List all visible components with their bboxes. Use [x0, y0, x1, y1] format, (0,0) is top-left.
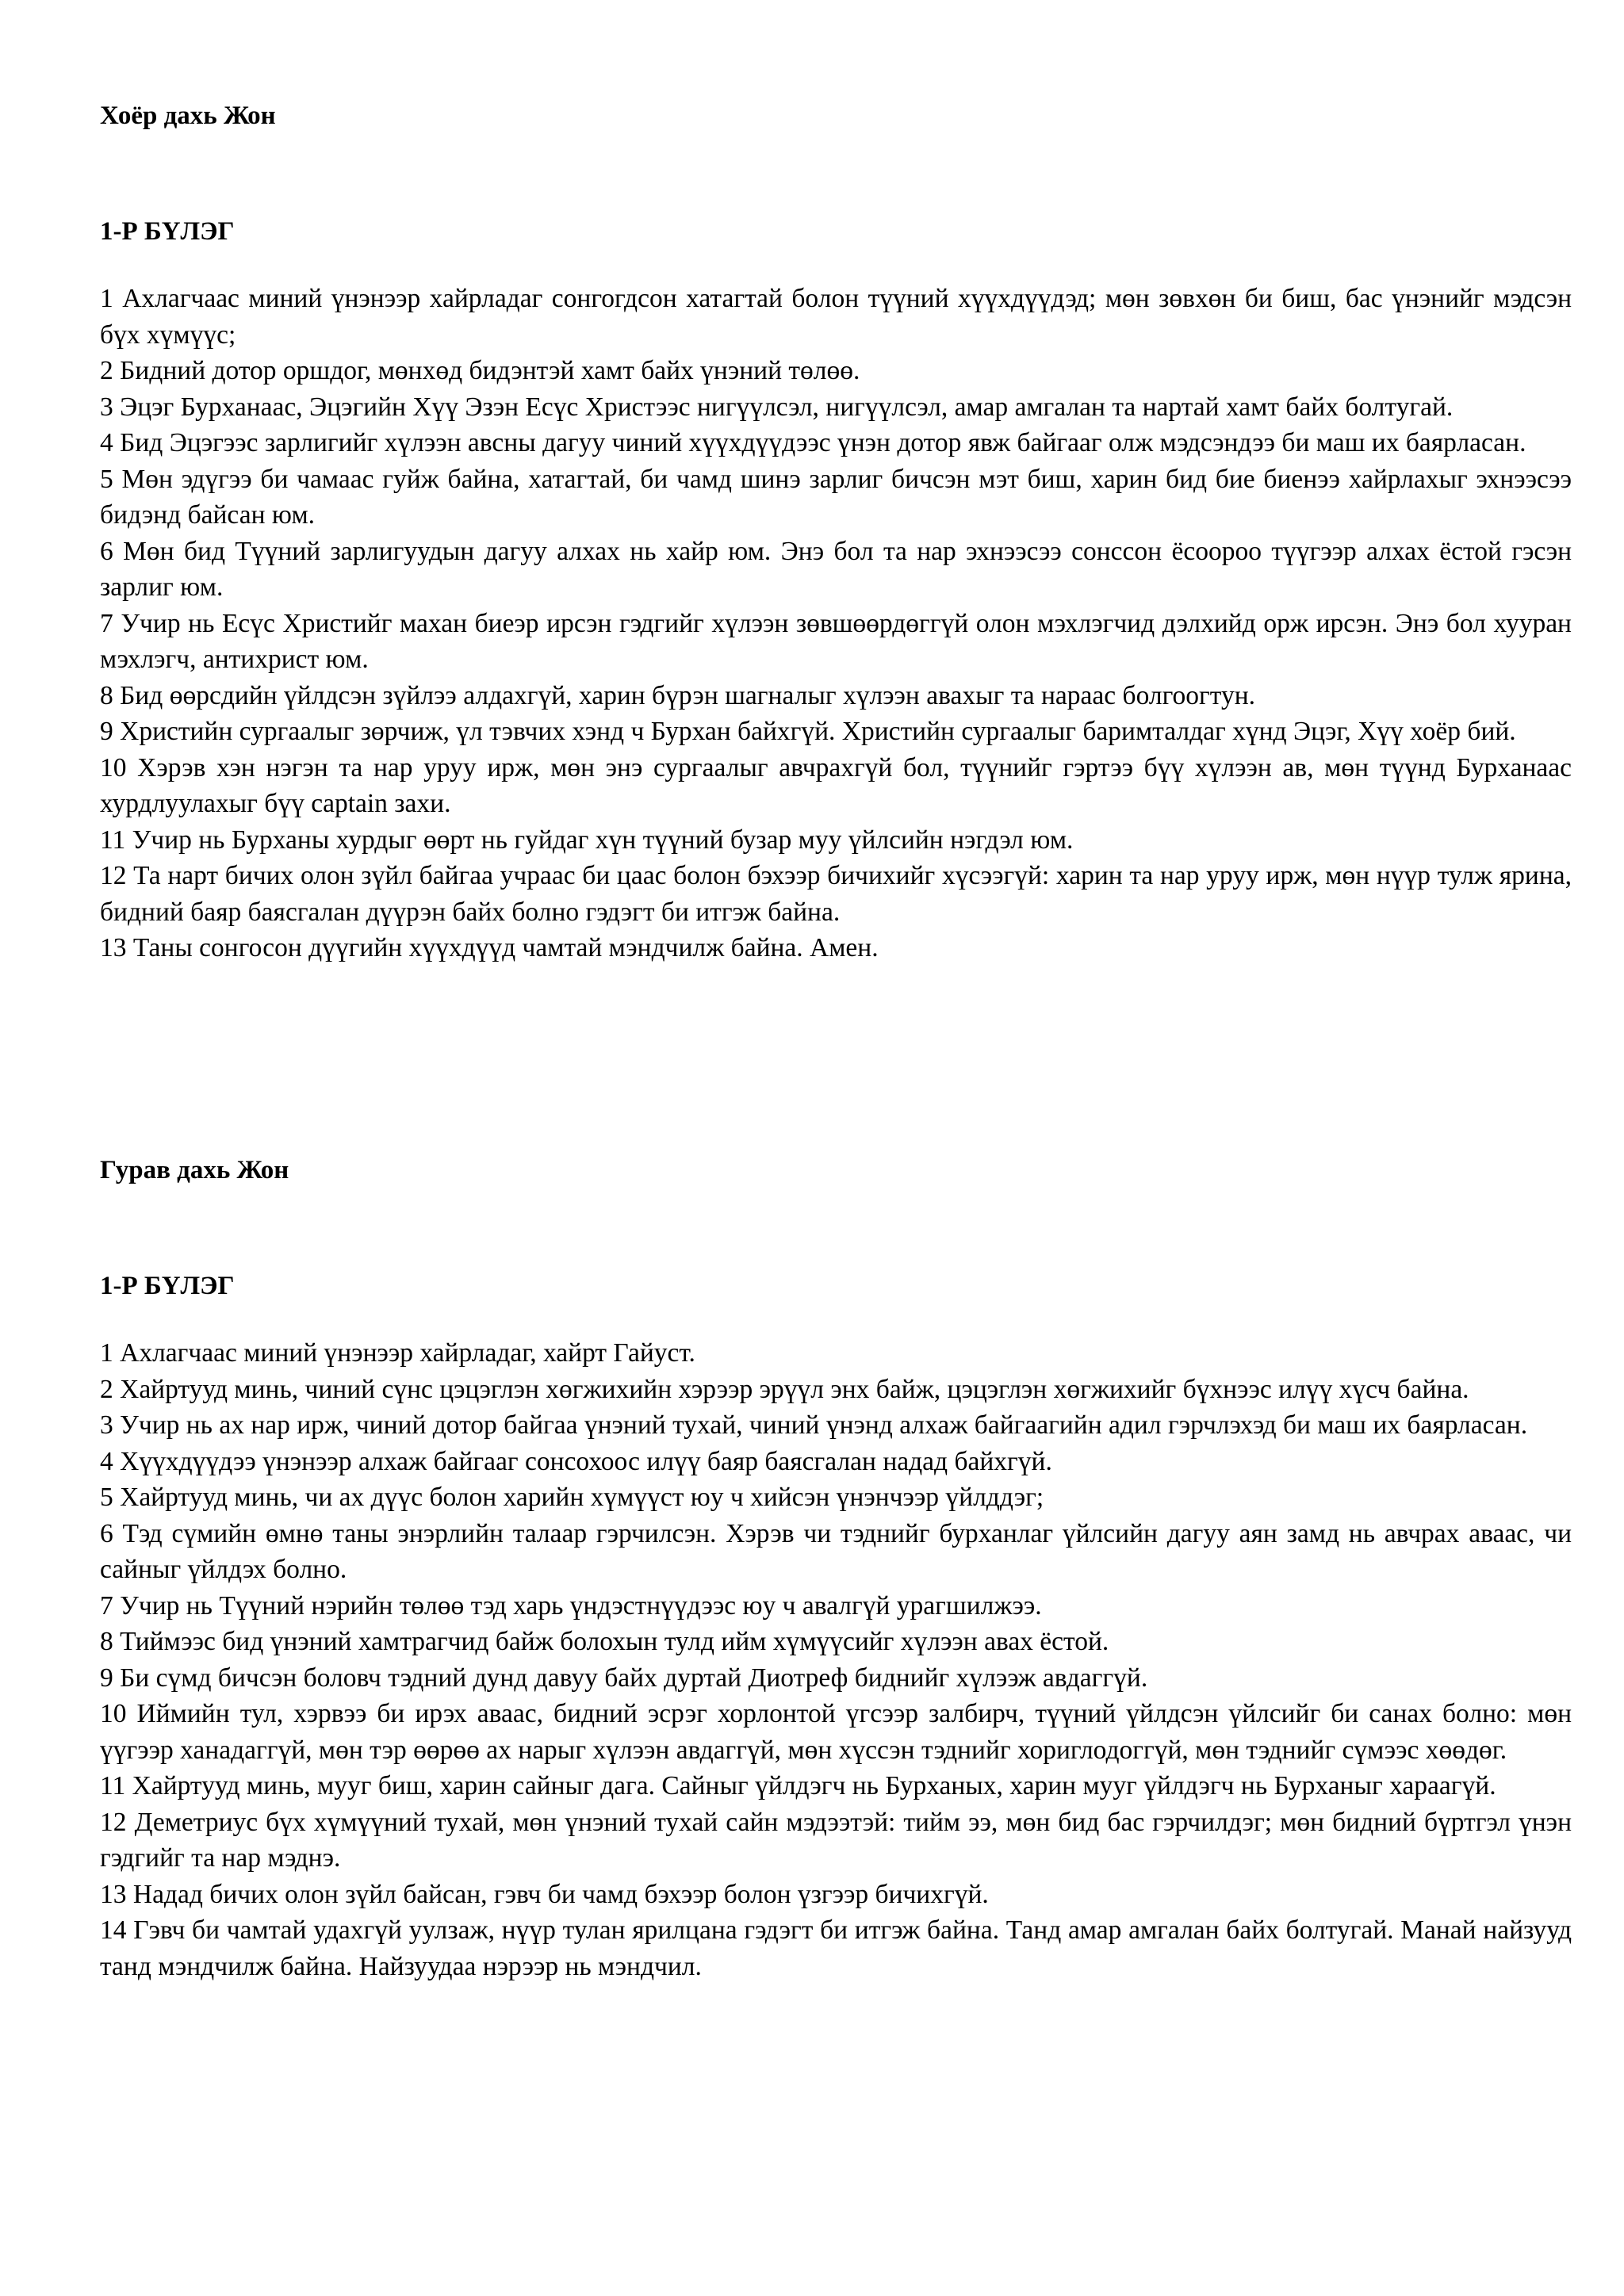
verse: 9 Би сүмд бичсэн боловч тэдний дунд давуу байх дуртай Диотреф биднийг хүлээж авдаггүй.	[100, 1663, 1148, 1693]
verse: 3 Учир нь ах нар ирж, чиний дотор байгаа үнэний тухай, чиний үнэнд алхаж байгаагийн адил гэрчлэхэд би маш их баярласан.	[100, 1410, 1528, 1440]
verse: 8 Тиймээс бид үнэний хамтрагчид байж болохын тулд ийм хүмүүсийг хүлээн авах ёстой.	[100, 1627, 1109, 1656]
verse: 6 Тэд сүмийн өмнө таны энэрлийн талаар гэрчилсэн. Хэрэв чи тэднийг бурханлаг үйлсийн дагуу аян замд нь авчрах аваас, чи сайныг үйлдэх болно.	[100, 1518, 1572, 1584]
book-title: Гурав дахь Жон	[100, 1156, 289, 1184]
verse: 10 Иймийн тул, хэрвээ би ирэх аваас, бидний эсрэг хорлонтой үгсээр залбирч, түүний үйлдсэн үйлсийг би санах болно: мөн үүгээр ханадаггүй, мөн тэр өөрөө ах нарыг хүлээн авдаггүй, мөн хүссэн тэднийг хориглодоггүй, мөн тэднийг сүмээс хөөдөг.	[100, 1699, 1572, 1765]
verse: 1 Ахлагчаас миний үнэнээр хайрладаг, хайрт Гайуст.	[100, 1338, 695, 1368]
verse: 7 Учир нь Есүс Христийг махан биеэр ирсэн гэдгийг хүлээн зөвшөөрдөггүй олон мэхлэгчид дэлхийд орж ирсэн. Энэ бол хууран мэхлэгч, антихрист юм.	[100, 608, 1572, 674]
verse-list	[100, 281, 1572, 966]
verse: 9 Христийн сургаалыг зөрчиж, үл тэвчих хэнд ч Бурхан байхгүй. Христийн сургаалыг баримталдаг хүнд Эцэг, Хүү хоёр бий.	[100, 717, 1516, 746]
verse: 8 Бид өөрсдийн үйлдсэн зүйлээ алдахгүй, харин бүрэн шагналыг хүлээн авахыг та нараас болгоогтун.	[100, 680, 1256, 710]
verse: 7 Учир нь Түүний нэрийн төлөө тэд харь үндэстнүүдээс юу ч авалгүй урагшилжээ.	[100, 1590, 1042, 1621]
verse: 6 Мөн бид Түүний зарлигуудын дагуу алхах нь хайр юм. Энэ бол та нар эхнээсээ сонссон ёсоороо түүгээр алхах ёстой гэсэн зарлиг юм.	[100, 536, 1572, 602]
verse: 3 Эцэг Бурханаас, Эцэгийн Хүү Эзэн Есүс Христээс нигүүлсэл, нигүүлсэл, амар амгалан та нартай хамт байх болтугай.	[100, 392, 1454, 422]
verse: 11 Хайртууд минь, мууг биш, харин сайныг дага. Сайныг үйлдэгч нь Бурханых, харин мууг үйлдэгч нь Бурханыг хараагүй.	[100, 1771, 1496, 1800]
verse: 12 Та нарт бичих олон зүйл байгаа учраас би цаас болон бэхээр бичихийг хүсээгүй: харин та нар уруу ирж, мөн нүүр тулж ярина, бидний баяр баясгалан дүүрэн байх болно гэдэгт би итгэж байна.	[100, 861, 1572, 927]
verse: 2 Хайртууд минь, чиний сүнс цэцэглэн хөгжихийн хэрээр эрүүл энх байж, цэцэглэн хөгжихийг бүхнээс илүү хүсч байна.	[100, 1374, 1469, 1404]
verse: 14 Гэвч би чамтай удахгүй уулзаж, нүүр тулан ярилцана гэдэгт би итгэж байна. Танд амар амгалан байх болтугай. Манай найзууд танд мэндчилж байна. Найзуудаа нэрээр нь мэндчил.	[100, 1915, 1572, 1981]
verse: 13 Надад бичих олон зүйл байсан, гэвч би чамд бэхээр болон үзгээр бичихгүй.	[100, 1879, 989, 1909]
verse: 10 Хэрэв хэн нэгэн та нар уруу ирж, мөн энэ сургаалыг авчрахгүй бол, түүнийг гэртээ бүү хүлээн ав, мөн түүнд Бурханаас хурдлуулахыг бүү captain захи.	[100, 752, 1572, 818]
verse: 4 Бид Эцэгээс зарлигийг хүлээн авсны дагуу чиний хүүхдүүдээс үнэн дотор явж байгааг олж мэдсэндээ би маш их баярласан.	[100, 428, 1526, 457]
verse: 4 Хүүхдүүдээ үнэнээр алхаж байгааг сонсохоос илүү баяр баясгалан надад байхгүй.	[100, 1446, 1052, 1476]
verse-list	[100, 1335, 1572, 1984]
chapter-title: 1-Р БҮЛЭГ	[100, 217, 235, 246]
verse: 5 Хайртууд минь, чи ах дүүс болон харийн хүмүүст юу ч хийсэн үнэнчээр үйлддэг;	[100, 1483, 1044, 1512]
verse: 13 Таны сонгосон дүүгийн хүүхдүүд чамтай мэндчилж байна. Амен.	[100, 933, 879, 962]
verse: 12 Деметриус бүх хүмүүний тухай, мөн үнэний тухай сайн мэдээтэй: тийм ээ, мөн бид бас гэрчилдэг; мөн бидний бүртгэл үнэн гэдгийг та нар мэднэ.	[100, 1807, 1572, 1873]
verse: 11 Учир нь Бурханы хурдыг өөрт нь гуйдаг хүн түүний бузар муу үйлсийн нэгдэл юм.	[100, 825, 1074, 855]
verse: 5 Мөн эдүгээ би чамаас гуйж байна, хатагтай, би чамд шинэ зарлиг бичсэн мэт биш, харин бид бие биенээ хайрлахыг эхнээсээ бидэнд байсан юм.	[100, 464, 1572, 530]
verse: 2 Бидний дотор оршдог, мөнхөд бидэнтэй хамт байх үнэний төлөө.	[100, 356, 860, 385]
book-title: Хоёр дахь Жон	[100, 101, 276, 130]
verse: 1 Ахлагчаас миний үнэнээр хайрладаг сонгогдсон хатагтай болон түүний хүүхдүүдэд; мөн зөвхөн би биш, бас үнэнийг мэдсэн бүх хүмүүс;	[100, 284, 1572, 350]
chapter-title: 1-Р БҮЛЭГ	[100, 1272, 235, 1300]
